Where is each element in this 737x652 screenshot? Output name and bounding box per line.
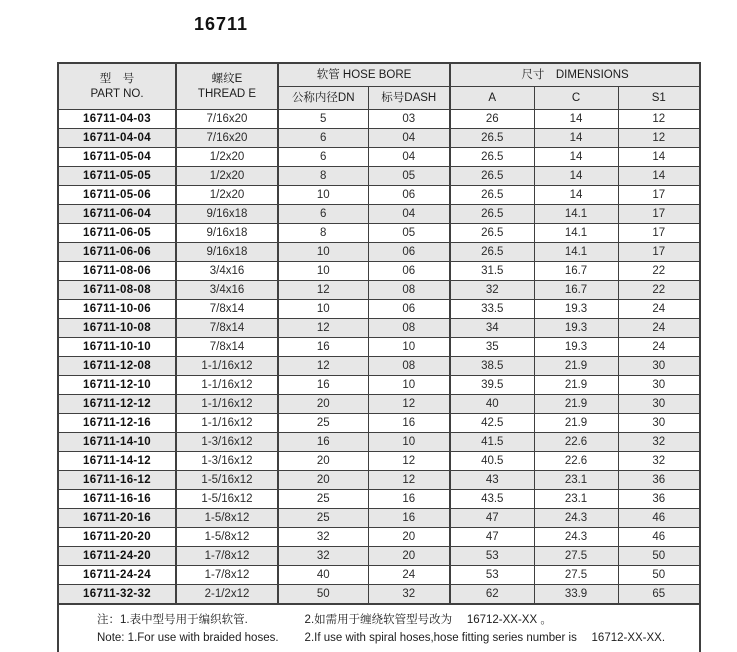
value-cell: 8 <box>278 167 368 186</box>
header-a: A <box>450 87 534 110</box>
header-thread-en: THREAD E <box>197 87 257 100</box>
part-no-cell: 16711-05-05 <box>58 167 176 186</box>
table-footer <box>58 604 700 652</box>
part-no-cell: 16711-10-10 <box>58 338 176 357</box>
note-zh-1: 注：1.表中型号用于编织软管. <box>97 613 248 626</box>
value-cell: 19.3 <box>534 300 618 319</box>
part-no-cell: 16711-16-12 <box>58 471 176 490</box>
note-column-braided <box>97 611 279 648</box>
value-cell: 14 <box>534 110 618 129</box>
value-cell: 1/2x20 <box>176 167 278 186</box>
value-cell: 12 <box>618 110 700 129</box>
table-row <box>58 300 700 319</box>
value-cell: 26 <box>450 110 534 129</box>
value-cell: 35 <box>450 338 534 357</box>
note-en-1: Note: 1.For use with braided hoses. <box>97 632 279 644</box>
value-cell: 12 <box>278 281 368 300</box>
value-cell: 10 <box>278 186 368 205</box>
table-row <box>58 186 700 205</box>
value-cell: 14.1 <box>534 224 618 243</box>
value-cell: 05 <box>368 167 450 186</box>
value-cell: 16 <box>368 414 450 433</box>
table-row <box>58 585 700 605</box>
notes-cell <box>58 604 700 652</box>
part-no-cell: 16711-24-20 <box>58 547 176 566</box>
header-part-no <box>58 63 176 110</box>
value-cell: 17 <box>618 243 700 262</box>
value-cell: 36 <box>618 471 700 490</box>
part-no-cell: 16711-20-16 <box>58 509 176 528</box>
part-no-cell: 16711-06-06 <box>58 243 176 262</box>
value-cell: 46 <box>618 528 700 547</box>
value-cell: 24.3 <box>534 528 618 547</box>
value-cell: 05 <box>368 224 450 243</box>
part-no-cell: 16711-12-08 <box>58 357 176 376</box>
notes <box>59 606 699 652</box>
value-cell: 17 <box>618 186 700 205</box>
value-cell: 1-5/16x12 <box>176 490 278 509</box>
value-cell: 65 <box>618 585 700 605</box>
value-cell: 14 <box>618 148 700 167</box>
value-cell: 53 <box>450 566 534 585</box>
value-cell: 24.3 <box>534 509 618 528</box>
value-cell: 1/2x20 <box>176 186 278 205</box>
table-row <box>58 357 700 376</box>
value-cell: 33.5 <box>450 300 534 319</box>
value-cell: 30 <box>618 357 700 376</box>
value-cell: 12 <box>368 471 450 490</box>
value-cell: 16 <box>368 509 450 528</box>
value-cell: 25 <box>278 414 368 433</box>
header-part-no-zh: 型 号 <box>99 72 135 85</box>
value-cell: 20 <box>368 528 450 547</box>
table-row <box>58 433 700 452</box>
value-cell: 1-5/16x12 <box>176 471 278 490</box>
table-row <box>58 205 700 224</box>
part-no-cell: 16711-12-12 <box>58 395 176 414</box>
note-zh-2: 2.如需用于缠绕软管型号改为 16712-XX-XX 。 <box>304 613 552 626</box>
value-cell: 34 <box>450 319 534 338</box>
value-cell: 21.9 <box>534 376 618 395</box>
part-no-cell: 16711-12-10 <box>58 376 176 395</box>
table-row <box>58 490 700 509</box>
value-cell: 50 <box>618 547 700 566</box>
value-cell: 1/2x20 <box>176 148 278 167</box>
table-header <box>58 63 700 110</box>
value-cell: 32 <box>278 528 368 547</box>
part-no-cell: 16711-06-05 <box>58 224 176 243</box>
value-cell: 27.5 <box>534 547 618 566</box>
table-row <box>58 376 700 395</box>
table-row <box>58 471 700 490</box>
value-cell: 43 <box>450 471 534 490</box>
value-cell: 21.9 <box>534 414 618 433</box>
value-cell: 14 <box>618 167 700 186</box>
part-no-cell: 16711-24-24 <box>58 566 176 585</box>
value-cell: 1-7/8x12 <box>176 566 278 585</box>
value-cell: 19.3 <box>534 319 618 338</box>
value-cell: 16 <box>278 376 368 395</box>
value-cell: 14 <box>534 129 618 148</box>
value-cell: 23.1 <box>534 471 618 490</box>
value-cell: 7/8x14 <box>176 300 278 319</box>
value-cell: 20 <box>278 471 368 490</box>
value-cell: 14.1 <box>534 205 618 224</box>
value-cell: 62 <box>450 585 534 605</box>
value-cell: 27.5 <box>534 566 618 585</box>
value-cell: 46 <box>618 509 700 528</box>
value-cell: 04 <box>368 148 450 167</box>
value-cell: 47 <box>450 509 534 528</box>
header-s1: S1 <box>618 87 700 110</box>
value-cell: 1-1/16x12 <box>176 414 278 433</box>
value-cell: 6 <box>278 205 368 224</box>
value-cell: 20 <box>368 547 450 566</box>
header-part-no-en: PART NO. <box>90 87 144 100</box>
table-row <box>58 148 700 167</box>
header-dash: 标号DASH <box>368 87 450 110</box>
note-en-2: 2.If use with spiral hoses,hose fitting series number is 16712-XX-XX. <box>304 632 666 644</box>
table-row <box>58 243 700 262</box>
note-column-spiral <box>305 611 666 648</box>
value-cell: 06 <box>368 243 450 262</box>
value-cell: 1-3/16x12 <box>176 433 278 452</box>
value-cell: 12 <box>368 452 450 471</box>
table-row <box>58 528 700 547</box>
value-cell: 47 <box>450 528 534 547</box>
value-cell: 1-1/16x12 <box>176 357 278 376</box>
table-row <box>58 395 700 414</box>
value-cell: 06 <box>368 262 450 281</box>
table-row <box>58 319 700 338</box>
value-cell: 26.5 <box>450 148 534 167</box>
value-cell: 41.5 <box>450 433 534 452</box>
value-cell: 39.5 <box>450 376 534 395</box>
value-cell: 40 <box>450 395 534 414</box>
value-cell: 32 <box>618 433 700 452</box>
value-cell: 5 <box>278 110 368 129</box>
value-cell: 19.3 <box>534 338 618 357</box>
part-no-cell: 16711-32-32 <box>58 585 176 605</box>
header-row-groups <box>58 63 700 87</box>
value-cell: 14.1 <box>534 243 618 262</box>
value-cell: 08 <box>368 357 450 376</box>
value-cell: 12 <box>278 357 368 376</box>
value-cell: 26.5 <box>450 186 534 205</box>
spec-table <box>57 62 701 652</box>
value-cell: 16 <box>278 338 368 357</box>
notes-row <box>58 604 700 652</box>
value-cell: 32 <box>450 281 534 300</box>
value-cell: 32 <box>278 547 368 566</box>
value-cell: 30 <box>618 395 700 414</box>
value-cell: 7/16x20 <box>176 129 278 148</box>
value-cell: 21.9 <box>534 395 618 414</box>
header-dimensions-group: 尺寸 DIMENSIONS <box>450 63 700 87</box>
value-cell: 06 <box>368 300 450 319</box>
value-cell: 43.5 <box>450 490 534 509</box>
table-row <box>58 281 700 300</box>
value-cell: 17 <box>618 224 700 243</box>
value-cell: 12 <box>618 129 700 148</box>
table-row <box>58 262 700 281</box>
value-cell: 40 <box>278 566 368 585</box>
value-cell: 06 <box>368 186 450 205</box>
part-no-cell: 16711-16-16 <box>58 490 176 509</box>
value-cell: 22 <box>618 262 700 281</box>
value-cell: 24 <box>618 338 700 357</box>
value-cell: 14 <box>534 186 618 205</box>
value-cell: 24 <box>618 319 700 338</box>
header-c: C <box>534 87 618 110</box>
value-cell: 12 <box>278 319 368 338</box>
value-cell: 9/16x18 <box>176 243 278 262</box>
value-cell: 53 <box>450 547 534 566</box>
value-cell: 22.6 <box>534 452 618 471</box>
part-no-cell: 16711-08-08 <box>58 281 176 300</box>
header-thread <box>176 63 278 110</box>
value-cell: 10 <box>368 433 450 452</box>
value-cell: 10 <box>368 376 450 395</box>
header-hose-bore-group: 软管 HOSE BORE <box>278 63 450 87</box>
value-cell: 20 <box>278 452 368 471</box>
value-cell: 14 <box>534 167 618 186</box>
value-cell: 30 <box>618 414 700 433</box>
part-no-cell: 16711-10-08 <box>58 319 176 338</box>
part-no-cell: 16711-04-03 <box>58 110 176 129</box>
table-row <box>58 452 700 471</box>
value-cell: 1-3/16x12 <box>176 452 278 471</box>
table-row <box>58 338 700 357</box>
value-cell: 26.5 <box>450 205 534 224</box>
value-cell: 6 <box>278 148 368 167</box>
value-cell: 32 <box>618 452 700 471</box>
value-cell: 36 <box>618 490 700 509</box>
value-cell: 7/8x14 <box>176 319 278 338</box>
value-cell: 50 <box>618 566 700 585</box>
table-row <box>58 110 700 129</box>
value-cell: 04 <box>368 129 450 148</box>
part-no-cell: 16711-20-20 <box>58 528 176 547</box>
value-cell: 42.5 <box>450 414 534 433</box>
value-cell: 3/4x16 <box>176 262 278 281</box>
header-dn: 公称内径DN <box>278 87 368 110</box>
value-cell: 33.9 <box>534 585 618 605</box>
value-cell: 7/8x14 <box>176 338 278 357</box>
value-cell: 1-1/16x12 <box>176 395 278 414</box>
value-cell: 16 <box>278 433 368 452</box>
table-row <box>58 566 700 585</box>
part-no-cell: 16711-05-04 <box>58 148 176 167</box>
value-cell: 32 <box>368 585 450 605</box>
value-cell: 16 <box>368 490 450 509</box>
value-cell: 2-1/2x12 <box>176 585 278 605</box>
value-cell: 10 <box>278 300 368 319</box>
part-no-cell: 16711-06-04 <box>58 205 176 224</box>
value-cell: 26.5 <box>450 167 534 186</box>
value-cell: 31.5 <box>450 262 534 281</box>
part-no-cell: 16711-14-12 <box>58 452 176 471</box>
table-row <box>58 414 700 433</box>
value-cell: 04 <box>368 205 450 224</box>
value-cell: 25 <box>278 490 368 509</box>
value-cell: 1-1/16x12 <box>176 376 278 395</box>
header-thread-zh: 螺纹E <box>211 72 243 85</box>
value-cell: 25 <box>278 509 368 528</box>
value-cell: 9/16x18 <box>176 224 278 243</box>
value-cell: 10 <box>368 338 450 357</box>
table-row <box>58 167 700 186</box>
value-cell: 22 <box>618 281 700 300</box>
value-cell: 6 <box>278 129 368 148</box>
table-row <box>58 509 700 528</box>
value-cell: 23.1 <box>534 490 618 509</box>
part-no-cell: 16711-10-06 <box>58 300 176 319</box>
value-cell: 08 <box>368 281 450 300</box>
value-cell: 03 <box>368 110 450 129</box>
part-no-cell: 16711-14-10 <box>58 433 176 452</box>
value-cell: 12 <box>368 395 450 414</box>
value-cell: 1-7/8x12 <box>176 547 278 566</box>
value-cell: 8 <box>278 224 368 243</box>
value-cell: 1-5/8x12 <box>176 509 278 528</box>
part-no-cell: 16711-12-16 <box>58 414 176 433</box>
table-body <box>58 110 700 605</box>
value-cell: 40.5 <box>450 452 534 471</box>
value-cell: 3/4x16 <box>176 281 278 300</box>
part-no-cell: 16711-04-04 <box>58 129 176 148</box>
value-cell: 26.5 <box>450 224 534 243</box>
part-no-cell: 16711-05-06 <box>58 186 176 205</box>
value-cell: 21.9 <box>534 357 618 376</box>
value-cell: 20 <box>278 395 368 414</box>
value-cell: 24 <box>368 566 450 585</box>
table-row <box>58 547 700 566</box>
value-cell: 9/16x18 <box>176 205 278 224</box>
value-cell: 26.5 <box>450 129 534 148</box>
value-cell: 14 <box>534 148 618 167</box>
part-no-cell: 16711-08-06 <box>58 262 176 281</box>
value-cell: 7/16x20 <box>176 110 278 129</box>
value-cell: 38.5 <box>450 357 534 376</box>
value-cell: 10 <box>278 243 368 262</box>
value-cell: 24 <box>618 300 700 319</box>
value-cell: 1-5/8x12 <box>176 528 278 547</box>
table-row <box>58 224 700 243</box>
value-cell: 22.6 <box>534 433 618 452</box>
value-cell: 16.7 <box>534 262 618 281</box>
value-cell: 08 <box>368 319 450 338</box>
table-row <box>58 129 700 148</box>
page-title: 16711 <box>194 14 249 34</box>
value-cell: 17 <box>618 205 700 224</box>
value-cell: 16.7 <box>534 281 618 300</box>
value-cell: 26.5 <box>450 243 534 262</box>
value-cell: 30 <box>618 376 700 395</box>
value-cell: 50 <box>278 585 368 605</box>
value-cell: 10 <box>278 262 368 281</box>
